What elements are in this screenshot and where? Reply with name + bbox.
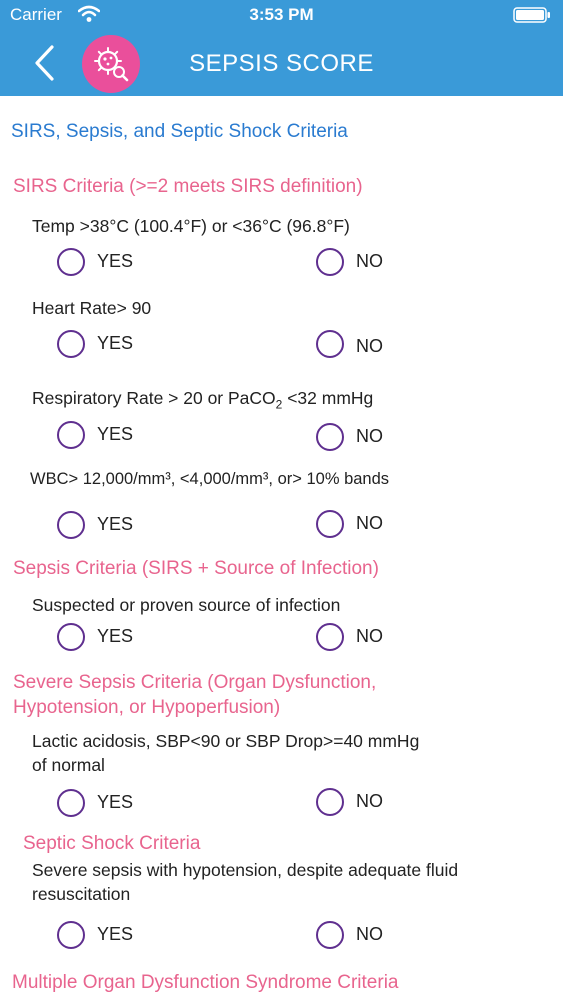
severe-sepsis-line-1: Severe Sepsis Criteria (Organ Dysfunction, [13,672,377,693]
radio-circle[interactable] [57,421,85,449]
radio-circle[interactable] [316,330,344,358]
severe-sepsis-line-2: Hypotension, or Hypoperfusion) [13,697,281,718]
radio-lactic-yes[interactable] [57,789,177,823]
radio-circle[interactable] [57,921,85,949]
question-temp: Temp >38°C (100.4°F) or <36°C (96.8°F) [32,216,350,236]
rr-subscript: 2 [275,397,283,412]
question-respiratory-rate [32,386,373,417]
radio-label: NO [356,791,383,811]
clock: 3:53 PM [249,5,314,24]
radio-circle[interactable] [57,330,85,358]
radio-circle[interactable] [57,248,85,276]
navigation-bar [0,0,563,96]
question-lactic-acidosis [32,729,419,777]
radio-label: NO [356,251,383,271]
radio-wbc-no[interactable] [316,510,436,544]
radio-label: NO [356,336,383,356]
radio-rr-no[interactable] [316,423,436,457]
shock-line-2: resuscitation [32,884,131,904]
radio-label: YES [97,626,134,646]
section-title-septic-shock: Septic Shock Criteria [23,833,201,854]
radio-shock-yes[interactable] [57,921,177,955]
radio-label: YES [97,924,134,944]
carrier-label: Carrier [10,5,62,24]
radio-circle[interactable] [316,623,344,651]
radio-rr-yes[interactable] [57,421,177,455]
shock-line-1: Severe sepsis with hypotension, despite adequate fluid [32,860,459,880]
radio-infection-no[interactable] [316,623,436,657]
question-infection: Suspected or proven source of infection [32,595,341,615]
question-heart-rate: Heart Rate> 90 [32,298,152,318]
radio-label: NO [356,626,383,646]
question-wbc: WBC> 12,000/mm³, <4,000/mm³, or> 10% bands [30,470,390,488]
radio-wbc-yes[interactable] [57,511,177,545]
radio-temp-no[interactable] [316,248,436,282]
radio-circle[interactable] [316,921,344,949]
radio-circle[interactable] [316,423,344,451]
radio-circle[interactable] [316,788,344,816]
section-title-mods: Multiple Organ Dysfunction Syndrome Criteria [12,972,399,993]
radio-label: NO [356,426,383,446]
radio-label: NO [356,924,383,944]
radio-circle[interactable] [316,510,344,538]
radio-label: YES [97,333,134,353]
rr-text: Respiratory Rate > 20 or PaCO [32,388,276,408]
section-title-sirs: SIRS Criteria (>=2 meets SIRS definition) [13,176,363,197]
lactic-line-2: of normal [32,755,105,775]
question-septic-shock [32,858,458,906]
radio-hr-no[interactable] [316,330,436,364]
lactic-line-1: Lactic acidosis, SBP<90 or SBP Drop>=40 mmHg [32,731,420,751]
radio-label: YES [97,792,134,812]
status-bar [0,0,563,30]
page-header-title: SEPSIS SCORE [189,50,374,77]
radio-temp-yes[interactable] [57,248,177,282]
section-title-severe-sepsis [13,670,376,720]
section-title-sepsis: Sepsis Criteria (SIRS + Source of Infection) [13,558,379,579]
radio-label: YES [97,251,134,271]
radio-label: YES [97,424,134,444]
radio-circle[interactable] [316,248,344,276]
page-title: SIRS, Sepsis, and Septic Shock Criteria [11,121,348,142]
radio-lactic-no[interactable] [316,788,436,822]
battery-icon [513,7,551,23]
radio-shock-no[interactable] [316,921,436,955]
radio-infection-yes[interactable] [57,623,177,657]
radio-circle[interactable] [57,623,85,651]
radio-circle[interactable] [57,511,85,539]
radio-label: YES [97,514,134,534]
radio-circle[interactable] [57,789,85,817]
rr-text-suffix: <32 mmHg [282,388,374,408]
radio-hr-yes[interactable] [57,330,177,364]
radio-label: NO [356,513,383,533]
